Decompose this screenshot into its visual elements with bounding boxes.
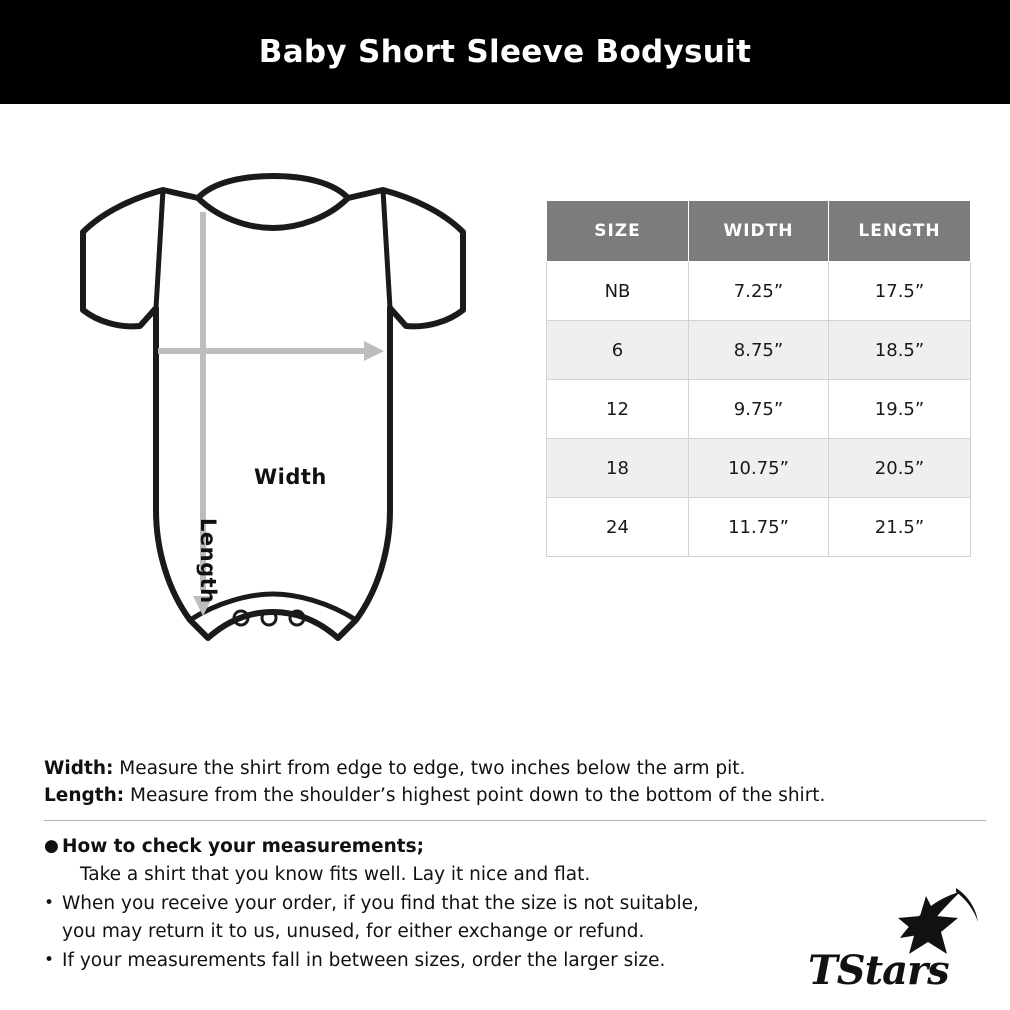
cell-width: 7.25” [689,262,829,321]
cell-size: NB [547,262,689,321]
length-label: Length [196,518,220,604]
width-note [44,755,984,782]
width-note-text: Measure the shirt from edge to edge, two inches below the arm pit. [113,758,746,779]
divider [44,820,986,821]
cell-width: 8.75” [689,321,829,380]
cell-size: 24 [547,498,689,557]
length-note-text: Measure from the shoulder’s highest point down to the bottom of the shirt. [124,785,826,806]
bullet-marker: • [44,950,55,970]
list-item-line1: If your measurements fall in between sizes, order the larger size. [62,950,666,971]
length-note-term: Length: [44,785,125,806]
garment-diagram [38,150,508,670]
cell-length: 21.5” [829,498,971,557]
brand-name: TStars [808,947,949,994]
table-row [547,262,971,321]
cell-width: 9.75” [689,380,829,439]
table-header-row [547,201,971,262]
table-row [547,321,971,380]
table-row [547,498,971,557]
bullet-marker: ● [44,836,59,856]
list-item-line2: you may return it to us, unused, for either exchange or refund. [62,920,645,942]
measurement-notes [44,755,984,809]
cell-length: 20.5” [829,439,971,498]
column-header-width: WIDTH [689,201,829,262]
cell-length: 19.5” [829,380,971,439]
list-item-subtext: Take a shirt that you know fits well. Lay it nice and flat. [80,863,591,885]
width-label: Width [254,465,327,489]
column-header-size: SIZE [547,201,689,262]
list-item [44,833,864,888]
table-row [547,439,971,498]
size-chart-table-wrap [546,200,970,557]
width-note-term: Width: [44,758,114,779]
list-item-heading: How to check your measurements; [62,836,425,857]
cell-length: 17.5” [829,262,971,321]
cell-size: 12 [547,380,689,439]
cell-length: 18.5” [829,321,971,380]
baby-bodysuit-outline-icon [38,150,508,670]
list-item [44,947,864,975]
bullet-marker: • [44,893,55,913]
cell-size: 18 [547,439,689,498]
cell-width: 10.75” [689,439,829,498]
list-item-line1: When you receive your order, if you find that the size is not suitable, [62,893,699,914]
brand-logo [808,886,988,996]
table-row [547,380,971,439]
cell-width: 11.75” [689,498,829,557]
length-note [44,782,984,809]
instructions-list [44,833,864,977]
column-header-length: LENGTH [829,201,971,262]
size-chart-table [546,200,971,557]
page-title: Baby Short Sleeve Bodysuit [258,34,752,70]
header-bar [0,0,1010,104]
list-item [44,890,864,945]
cell-size: 6 [547,321,689,380]
